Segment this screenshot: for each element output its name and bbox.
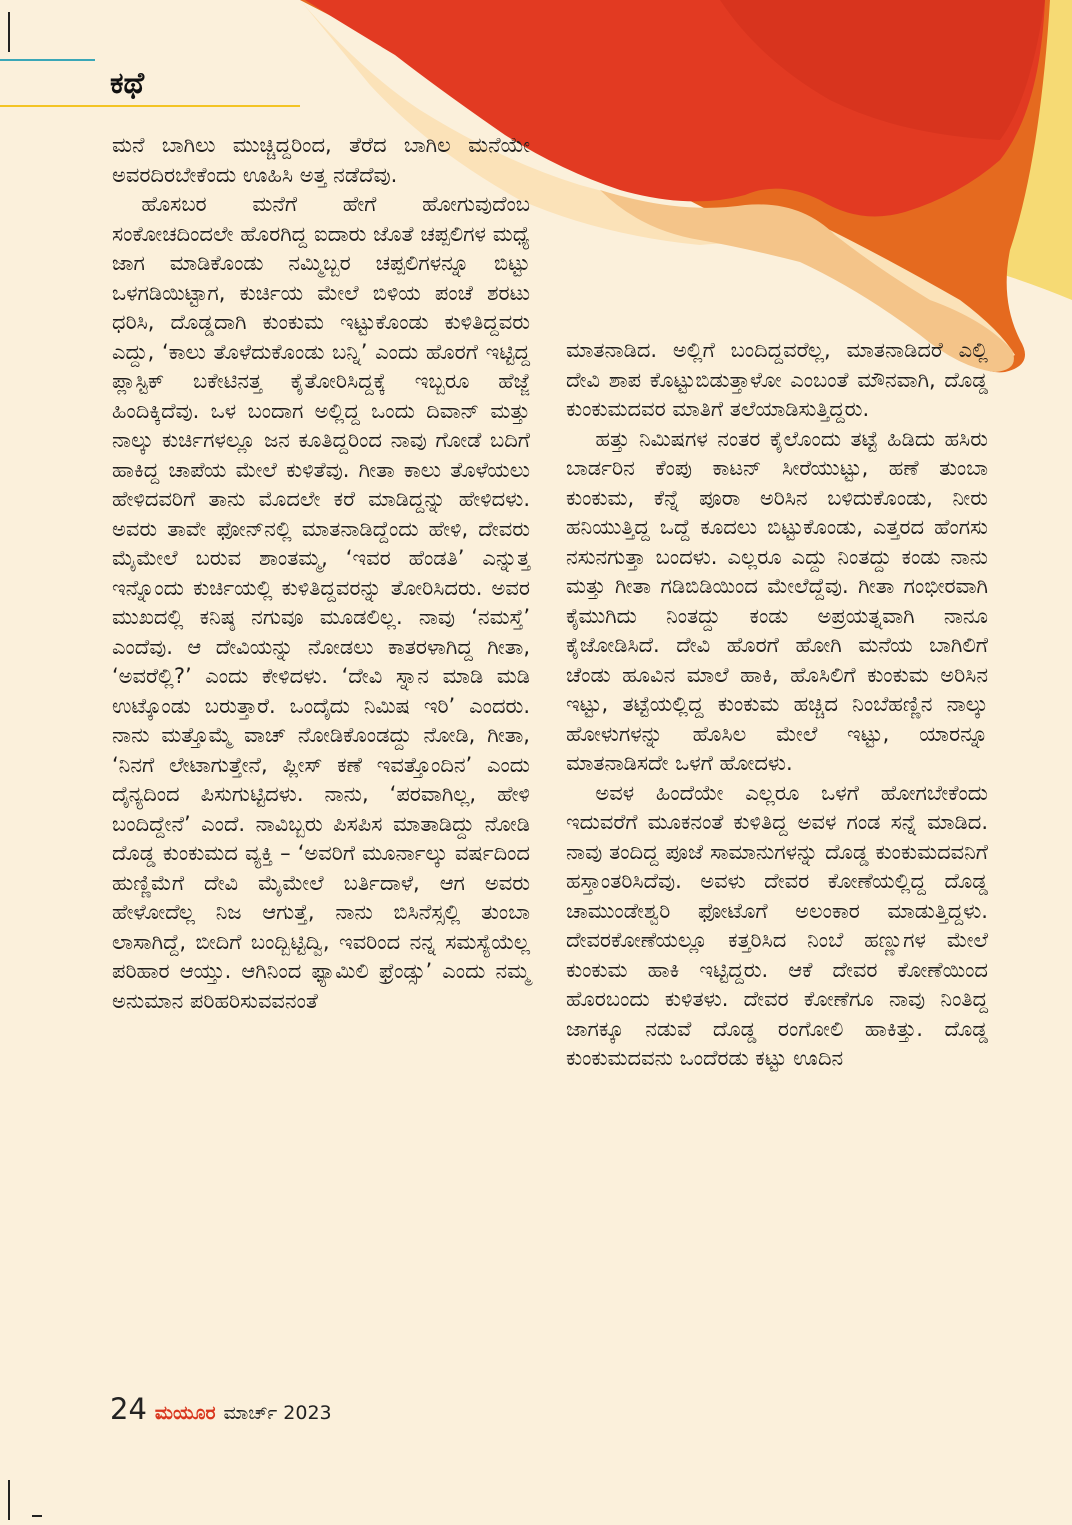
paragraph: ಅವಳ ಹಿಂದೆಯೇ ಎಲ್ಲರೂ ಒಳಗೆ ಹೋಗಬೇಕೆಂದು ಇದುವರೆಗೆ ಮೂಕನಂತೆ ಕುಳಿತಿದ್ದ ಅವಳ ಗಂಡ ಸನ್ನೆ ಮಾಡಿದ. ನಾವು ತಂದಿದ್ದ ಪೂಜೆ ಸಾಮಾನುಗಳನ್ನು ದೊಡ್ಡ ಕುಂಕುಮದವನಿಗೆ ಹಸ್ತಾಂತರಿಸಿದೆವು. ಅವಳು ದೇವರ ಕೋಣೆಯಲ್ಲಿದ್ದ ದೊಡ್ಡ ಚಾಮುಂಡೇಶ್ವರಿ ಫೋಟೊಗೆ ಅಲಂಕಾರ ಮಾಡುತ್ತಿದ್ದಳು. ದೇವರಕೋಣೆಯಲ್ಲೂ ಕತ್ತರಿಸಿದ ನಿಂಬೆ ಹಣ್ಣುಗಳ ಮೇಲೆ ಕುಂಕುಮ ಹಾಕಿ ಇಟ್ಟಿದ್ದರು. ಆಕೆ ದೇವರ ಕೋಣೆಯಿಂದ ಹೊರಬಂದು ಕುಳಿತಳು. ದೇವರ ಕೋಣೆಗೂ ನಾವು ನಿಂತಿದ್ದ ಜಾಗಕ್ಕೂ ನಡುವೆ ದೊಡ್ಡ ರಂಗೋಲಿ ಹಾಕಿತ್ತು. ದೊಡ್ಡ ಕುಂಕುಮದವನು ಒಂದೆರಡು ಕಟ್ಟು ಊದಿನ (566, 780, 988, 1070)
issue-date: ಮಾರ್ಚ್ 2023 (223, 1402, 332, 1424)
text-column-left (112, 131, 530, 1016)
crop-mark-top-left (8, 12, 10, 52)
header-rule-yellow (0, 105, 300, 107)
page-number: 24 (110, 1392, 147, 1426)
section-title: ಕಥೆ (110, 66, 145, 101)
text-column-right (566, 336, 988, 1074)
crop-mark-bottom-edge (32, 1515, 42, 1517)
paragraph: ಹತ್ತು ನಿಮಿಷಗಳ ನಂತರ ಕೈಲೊಂದು ತಟ್ಟೆ ಹಿಡಿದು ಹಸಿರು ಬಾರ್ಡರಿನ ಕೆಂಪು ಕಾಟನ್ ಸೀರೆಯುಟ್ಟು, ಹಣೆ ತುಂಬಾ ಕುಂಕುಮ, ಕೆನ್ನೆ ಪೂರಾ ಅರಿಸಿನ ಬಳಿದುಕೊಂಡು, ನೀರು ಹನಿಯುತ್ತಿದ್ದ ಒದ್ದೆ ಕೂದಲು ಬಿಟ್ಟುಕೊಂಡು, ಎತ್ತರದ ಹೆಂಗಸು ನಸುನಗುತ್ತಾ ಬಂದಳು. ಎಲ್ಲರೂ ಎದ್ದು ನಿಂತದ್ದು ಕಂಡು ನಾನು ಮತ್ತು ಗೀತಾ ಗಡಿಬಿಡಿಯಿಂದ ಮೇಲೆದ್ದೆವು. ಗೀತಾ ಗಂಭೀರವಾಗಿ ಕೈಮುಗಿದು ನಿಂತದ್ದು ಕಂಡು ಅಪ್ರಯತ್ನವಾಗಿ ನಾನೂ ಕೈಜೋಡಿಸಿದೆ. ದೇವಿ ಹೊರಗೆ ಹೋಗಿ ಮನೆಯ ಬಾಗಿಲಿಗೆ ಚೆಂಡು ಹೂವಿನ ಮಾಲೆ ಹಾಕಿ, ಹೊಸಿಲಿಗೆ ಕುಂಕುಮ ಅರಿಸಿನ ಇಟ್ಟು, ತಟ್ಟೆಯಲ್ಲಿದ್ದ ಕುಂಕುಮ ಹಚ್ಚಿದ ನಿಂಬೆಹಣ್ಣಿನ ನಾಲ್ಕು ಹೋಳುಗಳನ್ನು ಹೊಸಿಲ ಮೇಲೆ ಇಟ್ಟು, ಯಾರನ್ನೂ ಮಾತನಾಡಿಸದೇ ಒಳಗೆ ಹೋದಳು. (566, 426, 988, 775)
page-footer (110, 1392, 332, 1432)
magazine-name: ಮಯೂರ (154, 1402, 216, 1424)
paragraph: ಹೊಸಬರ ಮನೆಗೆ ಹೇಗೆ ಹೋಗುವುದೆಂಬ ಸಂಕೋಚದಿಂದಲೇ ಹೊರಗಿದ್ದ ಐದಾರು ಜೊತೆ ಚಪ್ಪಲಿಗಳ ಮಧ್ಯೆ ಜಾಗ ಮಾಡಿಕೊಂಡು ನಮ್ಮಿಬ್ಬರ ಚಪ್ಪಲಿಗಳನ್ನೂ ಬಿಟ್ಟು ಒಳಗಡಿಯಿಟ್ಟಾಗ, ಕುರ್ಚಿಯ ಮೇಲೆ ಬಿಳಿಯ ಪಂಚೆ ಶರಟು ಧರಿಸಿ, ದೊಡ್ಡದಾಗಿ ಕುಂಕುಮ ಇಟ್ಟುಕೊಂಡು ಕುಳಿತಿದ್ದವರು ಎದ್ದು, ‘ಕಾಲು ತೊಳೆದುಕೊಂಡು ಬನ್ನಿ’ ಎಂದು ಹೊರಗೆ ಇಟ್ಟಿದ್ದ ಪ್ಲಾಸ್ಟಿಕ್ ಬಕೇಟಿನತ್ತ ಕೈತೋರಿಸಿದ್ದಕ್ಕೆ ಇಬ್ಬರೂ ಹೆಜ್ಜೆ ಹಿಂದಿಕ್ಕಿದೆವು. ಒಳ ಬಂದಾಗ ಅಲ್ಲಿದ್ದ ಒಂದು ದಿವಾನ್ ಮತ್ತು ನಾಲ್ಕು ಕುರ್ಚಿಗಳಲ್ಲೂ ಜನ ಕೂತಿದ್ದರಿಂದ ನಾವು ಗೋಡೆ ಬದಿಗೆ ಹಾಕಿದ್ದ ಚಾಪೆಯ ಮೇಲೆ ಕುಳಿತೆವು. ಗೀತಾ ಕಾಲು ತೊಳೆಯಲು ಹೇಳಿದವರಿಗೆ ತಾನು ಮೊದಲೇ ಕರೆ ಮಾಡಿದ್ದನ್ನು ಹೇಳಿದಳು. ಅವರು ತಾವೇ ಫೋನ್‌ನಲ್ಲಿ ಮಾತನಾಡಿದ್ದೆಂದು ಹೇಳಿ, ದೇವರು ಮೈಮೇಲೆ ಬರುವ ಶಾಂತಮ್ಮ, ‘ಇವರ ಹೆಂಡತಿ’ ಎನ್ನುತ್ತ ಇನ್ನೊಂದು ಕುರ್ಚಿಯಲ್ಲಿ ಕುಳಿತಿದ್ದವರನ್ನು ತೋರಿಸಿದರು. ಅವರ ಮುಖದಲ್ಲಿ ಕನಿಷ್ಠ ನಗುವೂ ಮೂಡಲಿಲ್ಲ. ನಾವು ‘ನಮಸ್ತೆ’ ಎಂದೆವು. ಆ ದೇವಿಯನ್ನು ನೋಡಲು ಕಾತರಳಾಗಿದ್ದ ಗೀತಾ, ‘ಅವರೆಲ್ಲಿ?’ ಎಂದು ಕೇಳಿದಳು. ‘ದೇವಿ ಸ್ನಾನ ಮಾಡಿ ಮಡಿ ಉಟ್ಕೊಂಡು ಬರುತ್ತಾರೆ. ಒಂದೈದು ನಿಮಿಷ ಇರಿ’ ಎಂದರು. ನಾನು ಮತ್ತೊಮ್ಮೆ ವಾಚ್ ನೋಡಿಕೊಂಡದ್ದು ನೋಡಿ, ಗೀತಾ, ‘ನಿನಗೆ ಲೇಟಾಗುತ್ತೇನೆ, ಪ್ಲೀಸ್ ಕಣೆ ಇವತ್ತೊಂದಿನ’ ಎಂದು ದೈನ್ಯದಿಂದ ಪಿಸುಗುಟ್ಟಿದಳು. ನಾನು, ‘ಪರವಾಗಿಲ್ಲ, ಹೇಳಿ ಬಂದಿದ್ದೇನೆ’ ಎಂದೆ. ನಾವಿಬ್ಬರು ಪಿಸಪಿಸ ಮಾತಾಡಿದ್ದು ನೋಡಿ ದೊಡ್ಡ ಕುಂಕುಮದ ವ್ಯಕ್ತಿ – ‘ಅವರಿಗೆ ಮೂರ್ನಾಲ್ಕು ವರ್ಷದಿಂದ ಹುಣ್ಣಿಮೆಗೆ ದೇವಿ ಮೈಮೇಲೆ ಬರ್ತಿದಾಳೆ, ಆಗ ಅವರು ಹೇಳೋದೆಲ್ಲ ನಿಜ ಆಗುತ್ತೆ, ನಾನು ಬಿಸಿನೆಸ್ಸಲ್ಲಿ ತುಂಬಾ ಲಾಸಾಗಿದ್ದೆ, ಬೀದಿಗೆ ಬಂದ್ಬಿಟ್ಟಿದ್ವಿ, ಇವರಿಂದ ನನ್ನ ಸಮಸ್ಯೆಯೆಲ್ಲ ಪರಿಹಾರ ಆಯ್ತು. ಆಗಿನಿಂದ ಫ್ಯಾಮಿಲಿ ಫ್ರೆಂಡ್ಸು’ ಎಂದು ನಮ್ಮ ಅನುಮಾನ ಪರಿಹರಿಸುವವನಂತೆ (112, 192, 530, 1013)
header-rule-teal (0, 59, 95, 61)
paragraph: ಮನೆ ಬಾಗಿಲು ಮುಚ್ಚಿದ್ದರಿಂದ, ತೆರೆದ ಬಾಗಿಲ ಮನೆಯೇ ಅವರದಿರಬೇಕೆಂದು ಊಹಿಸಿ ಅತ್ತ ನಡೆದೆವು. (112, 133, 530, 187)
crop-mark-bottom-left (8, 1480, 10, 1520)
paragraph: ಮಾತನಾಡಿದ. ಅಲ್ಲಿಗೆ ಬಂದಿದ್ದವರೆಲ್ಲ, ಮಾತನಾಡಿದರೆ ಎಲ್ಲಿ ದೇವಿ ಶಾಪ ಕೊಟ್ಟುಬಿಡುತ್ತಾಳೋ ಎಂಬಂತೆ ಮೌನವಾಗಿ, ದೊಡ್ಡ ಕುಂಕುಮದವರ ಮಾತಿಗೆ ತಲೆಯಾಡಿಸುತ್ತಿದ್ದರು. (566, 338, 988, 421)
